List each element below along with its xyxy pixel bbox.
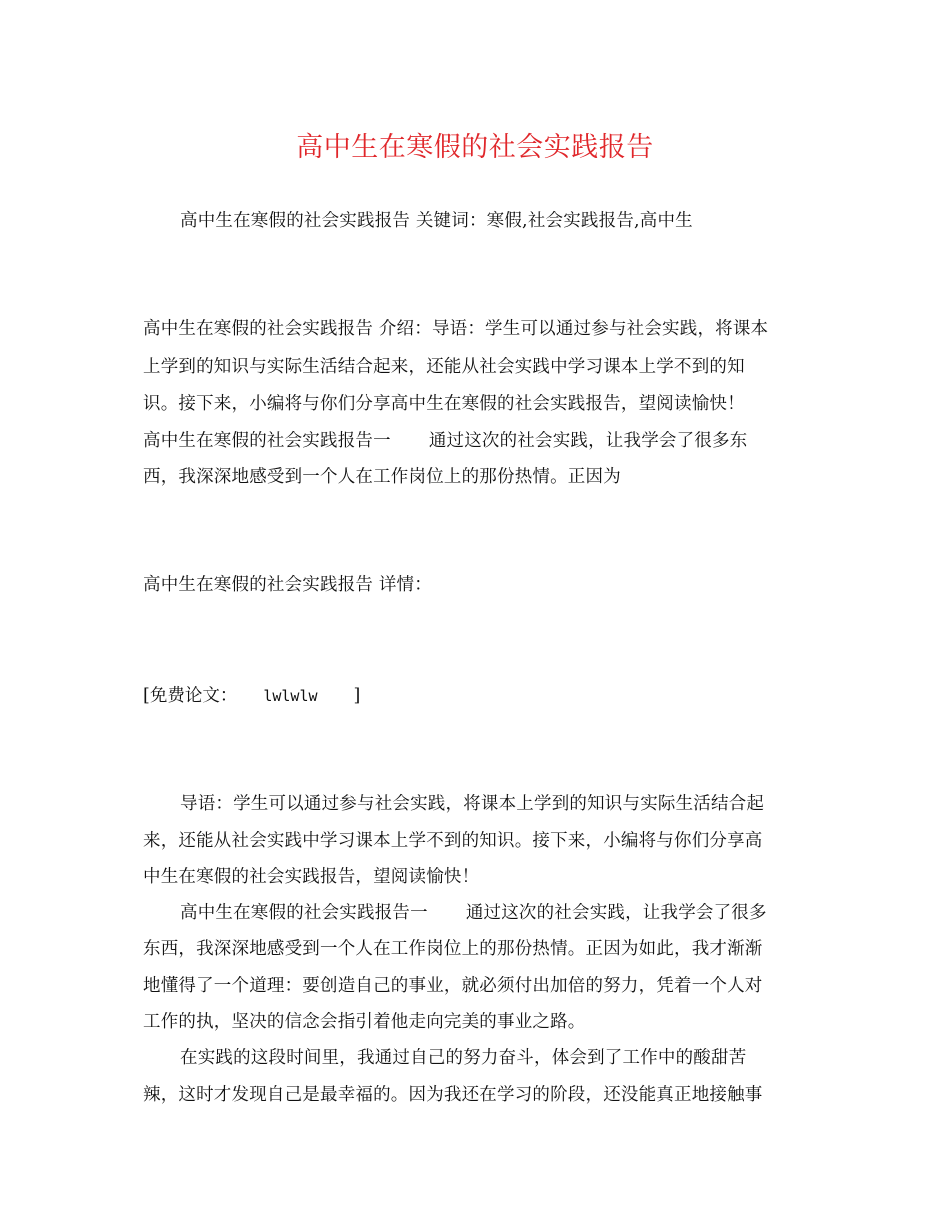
body-line: 来，还能从社会实践中学习课本上学不到的知识。接下来，小编将与你们分享高 xyxy=(143,831,763,851)
intro-line-part: 通过这次的社会实践，让我学会了很多东 xyxy=(428,431,748,451)
free-paper-code: lwlwlw xyxy=(263,687,318,705)
document-title: 高中生在寒假的社会实践报告 xyxy=(296,132,654,163)
body-line: 地懂得了一个道理：要创造自己的事业，就必须付出加倍的努力，凭着一个人对 xyxy=(143,976,763,996)
body-line: 在实践的这段时间里，我通过自己的努力奋斗，体会到了工作中的酸甜苦 xyxy=(180,1048,747,1068)
body-line: 辣，这时才发现自己是最幸福的。因为我还在学习的阶段，还没能真正地接触事 xyxy=(143,1085,763,1105)
body-line: 导语：学生可以通过参与社会实践，将课本上学到的知识与实际生活结合起 xyxy=(180,794,765,814)
body-line: 工作的执，坚决的信念会指引着他走向完美的事业之路。 xyxy=(143,1012,586,1032)
intro-line: 上学到的知识与实际生活结合起来，还能从社会实践中学习课本上学不到的知 xyxy=(143,357,745,377)
body-line: 中生在寒假的社会实践报告，望阅读愉快！ xyxy=(143,867,480,887)
intro-line xyxy=(143,429,747,453)
intro-line: 高中生在寒假的社会实践报告 介绍：导语：学生可以通过参与社会实践，将课本 xyxy=(143,319,769,339)
details-label: 高中生在寒假的社会实践报告 详情： xyxy=(143,575,432,595)
body-line: 高中生在寒假的社会实践报告一 通过这次的社会实践，让我学会了很多 xyxy=(180,903,767,923)
intro-line: 西，我深深地感受到一个人在工作岗位上的那份热情。正因为 xyxy=(143,467,621,487)
keywords-line: 高中生在寒假的社会实践报告 关键词：寒假,社会实践报告,高中生 xyxy=(180,211,693,231)
intro-line-part: 高中生在寒假的社会实践报告一 xyxy=(143,431,391,451)
intro-line: 识。接下来，小编将与你们分享高中生在寒假的社会实践报告，望阅读愉快！ xyxy=(143,394,745,414)
free-paper-tag: [免费论文： lwlwlw ] xyxy=(143,686,361,706)
body-line: 东西，我深深地感受到一个人在工作岗位上的那份热情。正因为如此，我才渐渐 xyxy=(143,939,763,959)
